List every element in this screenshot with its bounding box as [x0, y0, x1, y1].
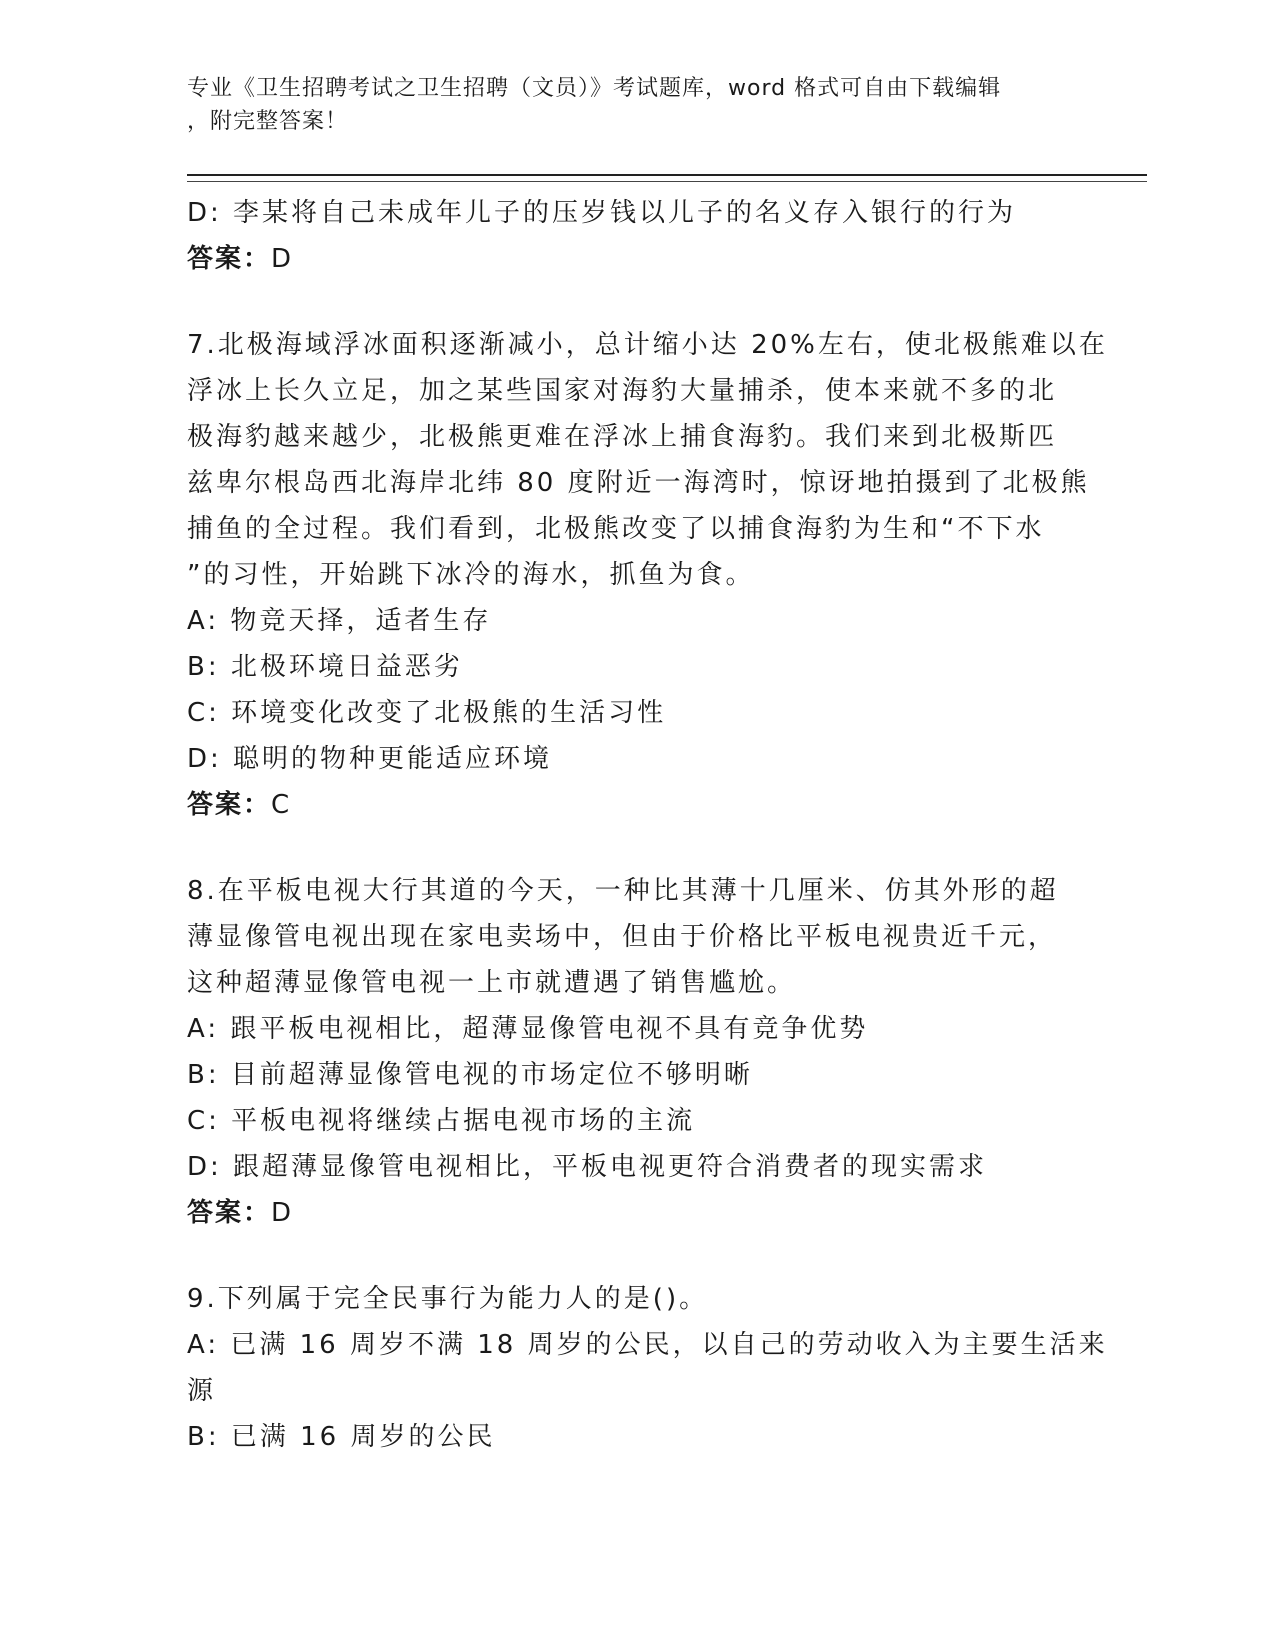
question-stem-line: 薄显像管电视出现在家电卖场中，但由于价格比平板电视贵近千元， — [187, 922, 1058, 952]
answer-line — [187, 236, 1087, 282]
option-a: A: 物竞天择，适者生存 — [187, 606, 492, 636]
option-d: D: 跟超薄显像管电视相比，平板电视更符合消费者的现实需求 — [187, 1152, 988, 1182]
answer-line — [187, 1190, 1087, 1236]
option-c: C: 平板电视将继续占据电视市场的主流 — [187, 1106, 696, 1136]
option-d: D: 聪明的物种更能适应环境 — [187, 744, 553, 774]
question-stem-line: 兹卑尔根岛西北海岸北纬 80 度附近一海湾时，惊讶地拍摄到了北极熊 — [187, 468, 1090, 498]
header-line: ，附完整答案！ — [187, 109, 349, 134]
question-7 — [187, 322, 1108, 828]
question-stem-line: 极海豹越来越少，北极熊更难在浮冰上捕食海豹。我们来到北极斯匹 — [187, 422, 1058, 452]
option-b: B: 北极环境日益恶劣 — [187, 652, 463, 682]
answer-value: D — [271, 1198, 294, 1228]
answer-value: D — [271, 244, 294, 274]
answer-label: 答案： — [187, 1198, 272, 1228]
spacer — [187, 282, 1087, 322]
document-header — [187, 72, 1087, 138]
question-8 — [187, 868, 1087, 1236]
answer-value: C — [271, 790, 292, 820]
option-d: D: 李某将自己未成年儿子的压岁钱以儿子的名义存入银行的行为 — [187, 198, 1017, 228]
spacer — [187, 1236, 1087, 1276]
question-stem-line: 浮冰上长久立足，加之某些国家对海豹大量捕杀，使本来就不多的北 — [187, 376, 1058, 406]
answer-label: 答案： — [187, 790, 272, 820]
question-9 — [187, 1276, 1108, 1460]
question-stem-line: 捕鱼的全过程。我们看到，北极熊改变了以捕食海豹为生和“不下水 — [187, 514, 1045, 544]
option-b: B: 目前超薄显像管电视的市场定位不够明晰 — [187, 1060, 753, 1090]
header-line: 专业《卫生招聘考试之卫生招聘（文员）》考试题库，word 格式可自由下载编辑 — [187, 76, 1002, 101]
option-a-continued: 源 — [187, 1376, 217, 1406]
question-6-tail — [187, 190, 1087, 282]
question-stem-line: 这种超薄显像管电视一上市就遭遇了销售尴尬。 — [187, 968, 797, 998]
spacer — [187, 828, 1087, 868]
header-divider-thick — [187, 174, 1147, 176]
question-content — [187, 190, 1108, 1460]
option-c: C: 环境变化改变了北极熊的生活习性 — [187, 698, 667, 728]
option-b: B: 已满 16 周岁的公民 — [187, 1422, 496, 1452]
question-stem-line: 8.在平板电视大行其道的今天，一种比其薄十几厘米、仿其外形的超 — [187, 876, 1059, 906]
answer-label: 答案： — [187, 244, 272, 274]
option-a: A: 已满 16 周岁不满 18 周岁的公民，以自己的劳动收入为主要生活来 — [187, 1330, 1108, 1360]
header-divider-thin — [187, 181, 1147, 182]
option-a: A: 跟平板电视相比，超薄显像管电视不具有竞争优势 — [187, 1014, 869, 1044]
question-stem-line: 7.北极海域浮冰面积逐渐减小，总计缩小达 20%左右，使北极熊难以在 — [187, 330, 1108, 360]
answer-line — [187, 782, 1087, 828]
question-stem-line: ”的习性，开始跳下冰冷的海水，抓鱼为食。 — [187, 560, 755, 590]
question-stem-line: 9.下列属于完全民事行为能力人的是()。 — [187, 1284, 709, 1314]
